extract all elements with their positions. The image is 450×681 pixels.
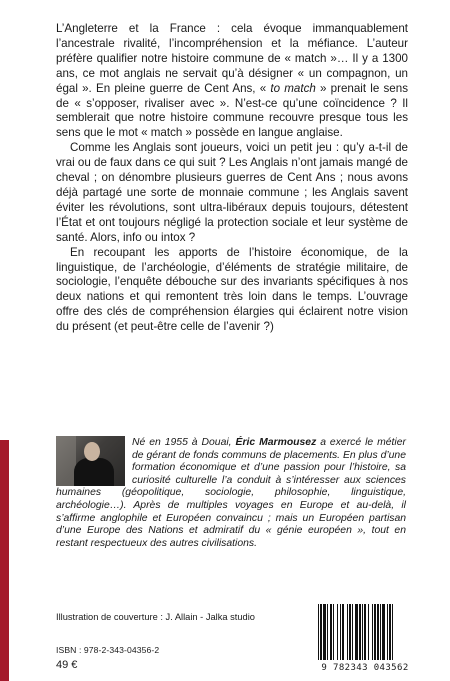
author-bio: Né en 1955 à Douai, Éric Marmousez a exercé le métier de gérant de fonds communs de placements. En plus d’une formation économique et d’une passion pour l’histoire, sa curiosité culturelle l’a conduit à s’intéresser aux sciences humaines (géopolitique, sociologie, philosophie, linguistique, archéologie…). Après de multiples voyages en Europe et au-delà, il s’affirme anglophile et Européen convaincu ; mais un Européen partisan d’une Europe des Nations et admiratif du « génie européen », tout en restant respectueux des autres civilisations. <box>56 437 406 549</box>
blurb-paragraph-2: Comme les Anglais sont joueurs, voici un petit jeu : qu’y a-t-il de vrai ou de faux dans ce qui suit ? Les Anglais n’ont jamais mangé de cheval ; on dénombre plusieurs guerres de Cent Ans ; nous avons déjà partagé une sorte de monnaie commune ; les Anglais savent éviter les révolutions, sont ultra-libéraux depuis toujours, détestent l’État et ont toujours négligé la protection sociale et leur système de santé. Alors, info ou intox ? <box>56 141 408 244</box>
back-cover-blurb <box>56 22 408 335</box>
blurb-paragraph-3: En recoupant les apports de l’histoire économique, de la linguistique, de l’archéologie, d’éléments de stratégie militaire, de sociologie, l’enquête débouche sur des invariants spécifiques à nos deux nations et qui remontent très loin dans le temps. L’ouvrage offre des clés de compréhension élargies qui éclairent notre vision du présent (et peut-être celle de l’avenir ?) <box>56 245 408 334</box>
barcode-icon <box>310 602 420 672</box>
isbn: ISBN : 978-2-343-04356-2 <box>56 645 160 655</box>
blurb-italic-term: to match <box>270 81 316 95</box>
spine-accent-bar <box>0 440 9 681</box>
author-name: Éric Marmousez <box>235 437 317 448</box>
cover-illustration-credit: Illustration de couverture : J. Allain - Jalka studio <box>56 612 255 622</box>
price: 49 € <box>56 659 78 671</box>
barcode-digits: 9 782343 043562 <box>321 663 409 673</box>
blurb-paragraph-1: L’Angleterre et la France : cela évoque immanquablement l’ancestrale rivalité, l’incompréhension et la méfiance. L’auteur préfère qualifier notre histoire commune de « match »… Il y a 1300 ans, ce mot anglais ne servait qu’à désigner « un compagnon, un égal ». En pleine guerre de Cent Ans, « to match » prenait le sens de « s’opposer, rivaliser avec ». N’est-ce qu’une coïncidence ? Il semblerait que notre histoire commune recouvre presque tous les sens que le mot « match » possède en langue anglaise. <box>56 22 409 140</box>
